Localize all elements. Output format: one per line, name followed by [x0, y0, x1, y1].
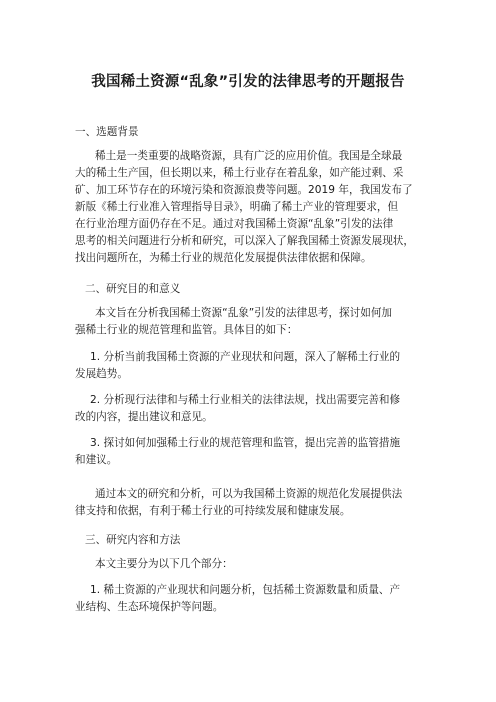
list-item-line: 改的内容，提出建议和意见。 [75, 411, 213, 423]
document-title: 我国稀土资源“乱象”引发的法律思考的开题报告 [91, 74, 405, 90]
paragraph-line: 大的稀土生产国，但长期以来，稀土行业存在着乱象，如产能过剩、采 [75, 167, 404, 179]
paragraph-line: 新版《稀土行业准入管理指导目录》，明确了稀土产业的管理要求，但 [75, 201, 399, 213]
paragraph-line: 通过本文的研究和分析，可以为我国稀土资源的规范化发展提供法 [95, 488, 403, 500]
list-item-line: 3. 探讨如何加强稀土行业的规范管理和监管，提出完善的监管措施 [90, 437, 401, 449]
paragraph-line: 在行业治理方面仍存在不足。通过对我国稀土资源“乱象”引发的法律 [75, 218, 394, 230]
list-item-line: 和建议。 [75, 454, 118, 466]
paragraph-line: 本文旨在分析我国稀土资源“乱象”引发的法律思考，探讨如何加 [95, 307, 393, 319]
list-item-line: 1. 稀土资源的产业现状和问题分析，包括稀土资源数量和质量、产 [90, 584, 401, 596]
section-heading-purpose: 二、研究目的和意义 [85, 283, 181, 295]
paragraph-line: 强稀土行业的规范管理和监管。具体目的如下： [75, 324, 298, 336]
paragraph-line: 稀土是一类重要的战略资源，具有广泛的应用价值。我国是全球最 [95, 150, 403, 162]
list-item-line: 1. 分析当前我国稀土资源的产业现状和问题，深入了解稀土行业的 [90, 351, 401, 363]
list-item-line: 2. 分析现行法律和与稀土行业相关的法律法规，找出需要完善和修 [90, 394, 401, 406]
list-item-line: 发展趋势。 [75, 368, 128, 380]
paragraph-line: 律支持和依据，有利于稀土行业的可持续发展和健康发展。 [75, 505, 351, 517]
paragraph-line: 矿、加工环节存在的环境污染和资源浪费等问题。2019 年，我国发布了 [75, 184, 413, 196]
paragraph-line: 找出问题所在，为稀土行业的规范化发展提供法律依据和保障。 [75, 252, 372, 264]
section-heading-background: 一、选题背景 [75, 126, 139, 138]
paragraph-line: 本文主要分为以下几个部分： [95, 558, 233, 570]
section-heading-content: 三、研究内容和方法 [85, 534, 181, 546]
paragraph-line: 思考的相关问题进行分析和研究，可以深入了解我国稀土资源发展现状， [75, 235, 414, 247]
list-item-line: 业结构、生态环境保护等问题。 [75, 601, 224, 613]
